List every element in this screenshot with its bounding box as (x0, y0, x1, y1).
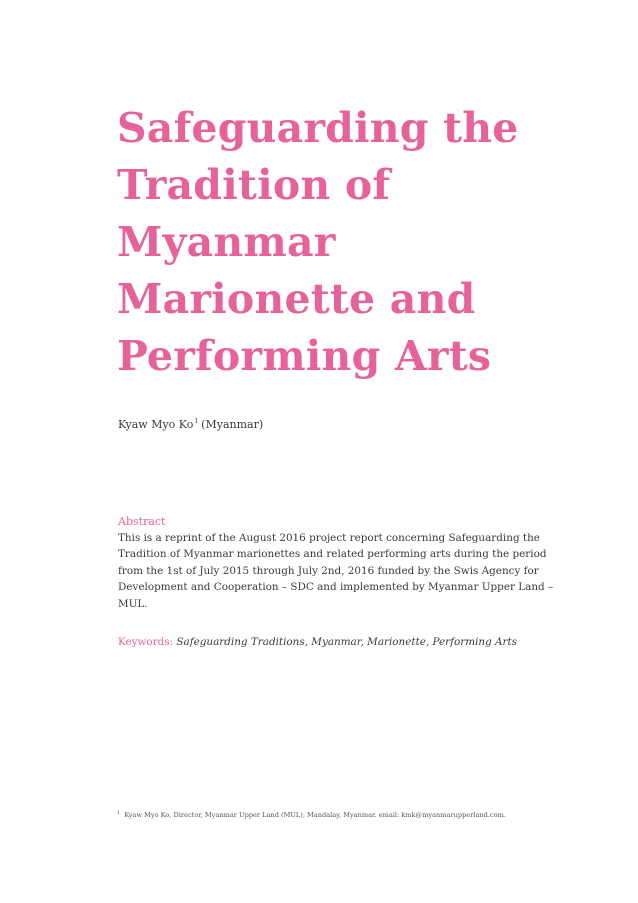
abstract-line: Development and Cooperation – SDC and implemented by Myanmar Upper Land – (118, 581, 554, 594)
article-title (117, 100, 587, 385)
abstract-line: This is a reprint of the August 2016 project report concerning Safeguarding the (118, 532, 540, 544)
abstract-body (118, 530, 554, 612)
author-country: (Myanmar) (201, 418, 264, 431)
abstract-line: MUL. (118, 597, 148, 610)
title-line: Myanmar (117, 218, 336, 266)
abstract-line: Tradition of Myanmar marionettes and related performing arts during the period (118, 548, 547, 561)
footnote (117, 810, 506, 819)
abstract-line: from the 1st of July 2015 through July 2nd, 2016 funded by the Swis Agency for (118, 564, 539, 577)
keywords-values: Safeguarding Traditions, Myanmar, Marionette, Performing Arts (176, 636, 518, 648)
author-line (118, 418, 263, 431)
author-footnote-mark: 1 (194, 418, 199, 426)
title-line: Performing Arts (117, 332, 492, 380)
title-line: Safeguarding the (117, 104, 519, 152)
keywords (118, 636, 517, 648)
abstract-heading: Abstract (118, 515, 166, 528)
title-line: Tradition of (117, 161, 391, 209)
title-line: Marionette and (117, 275, 476, 323)
footnote-mark: 1 (117, 810, 121, 816)
author-name: Kyaw Myo Ko (118, 418, 194, 431)
footnote-text: Kyaw Myo Ko, Director, Myanmar Upper Land (MUL), Mandalay, Myanmar. email: kmk@myanmarupperland.com. (124, 811, 506, 820)
keywords-label: Keywords: (118, 636, 174, 648)
